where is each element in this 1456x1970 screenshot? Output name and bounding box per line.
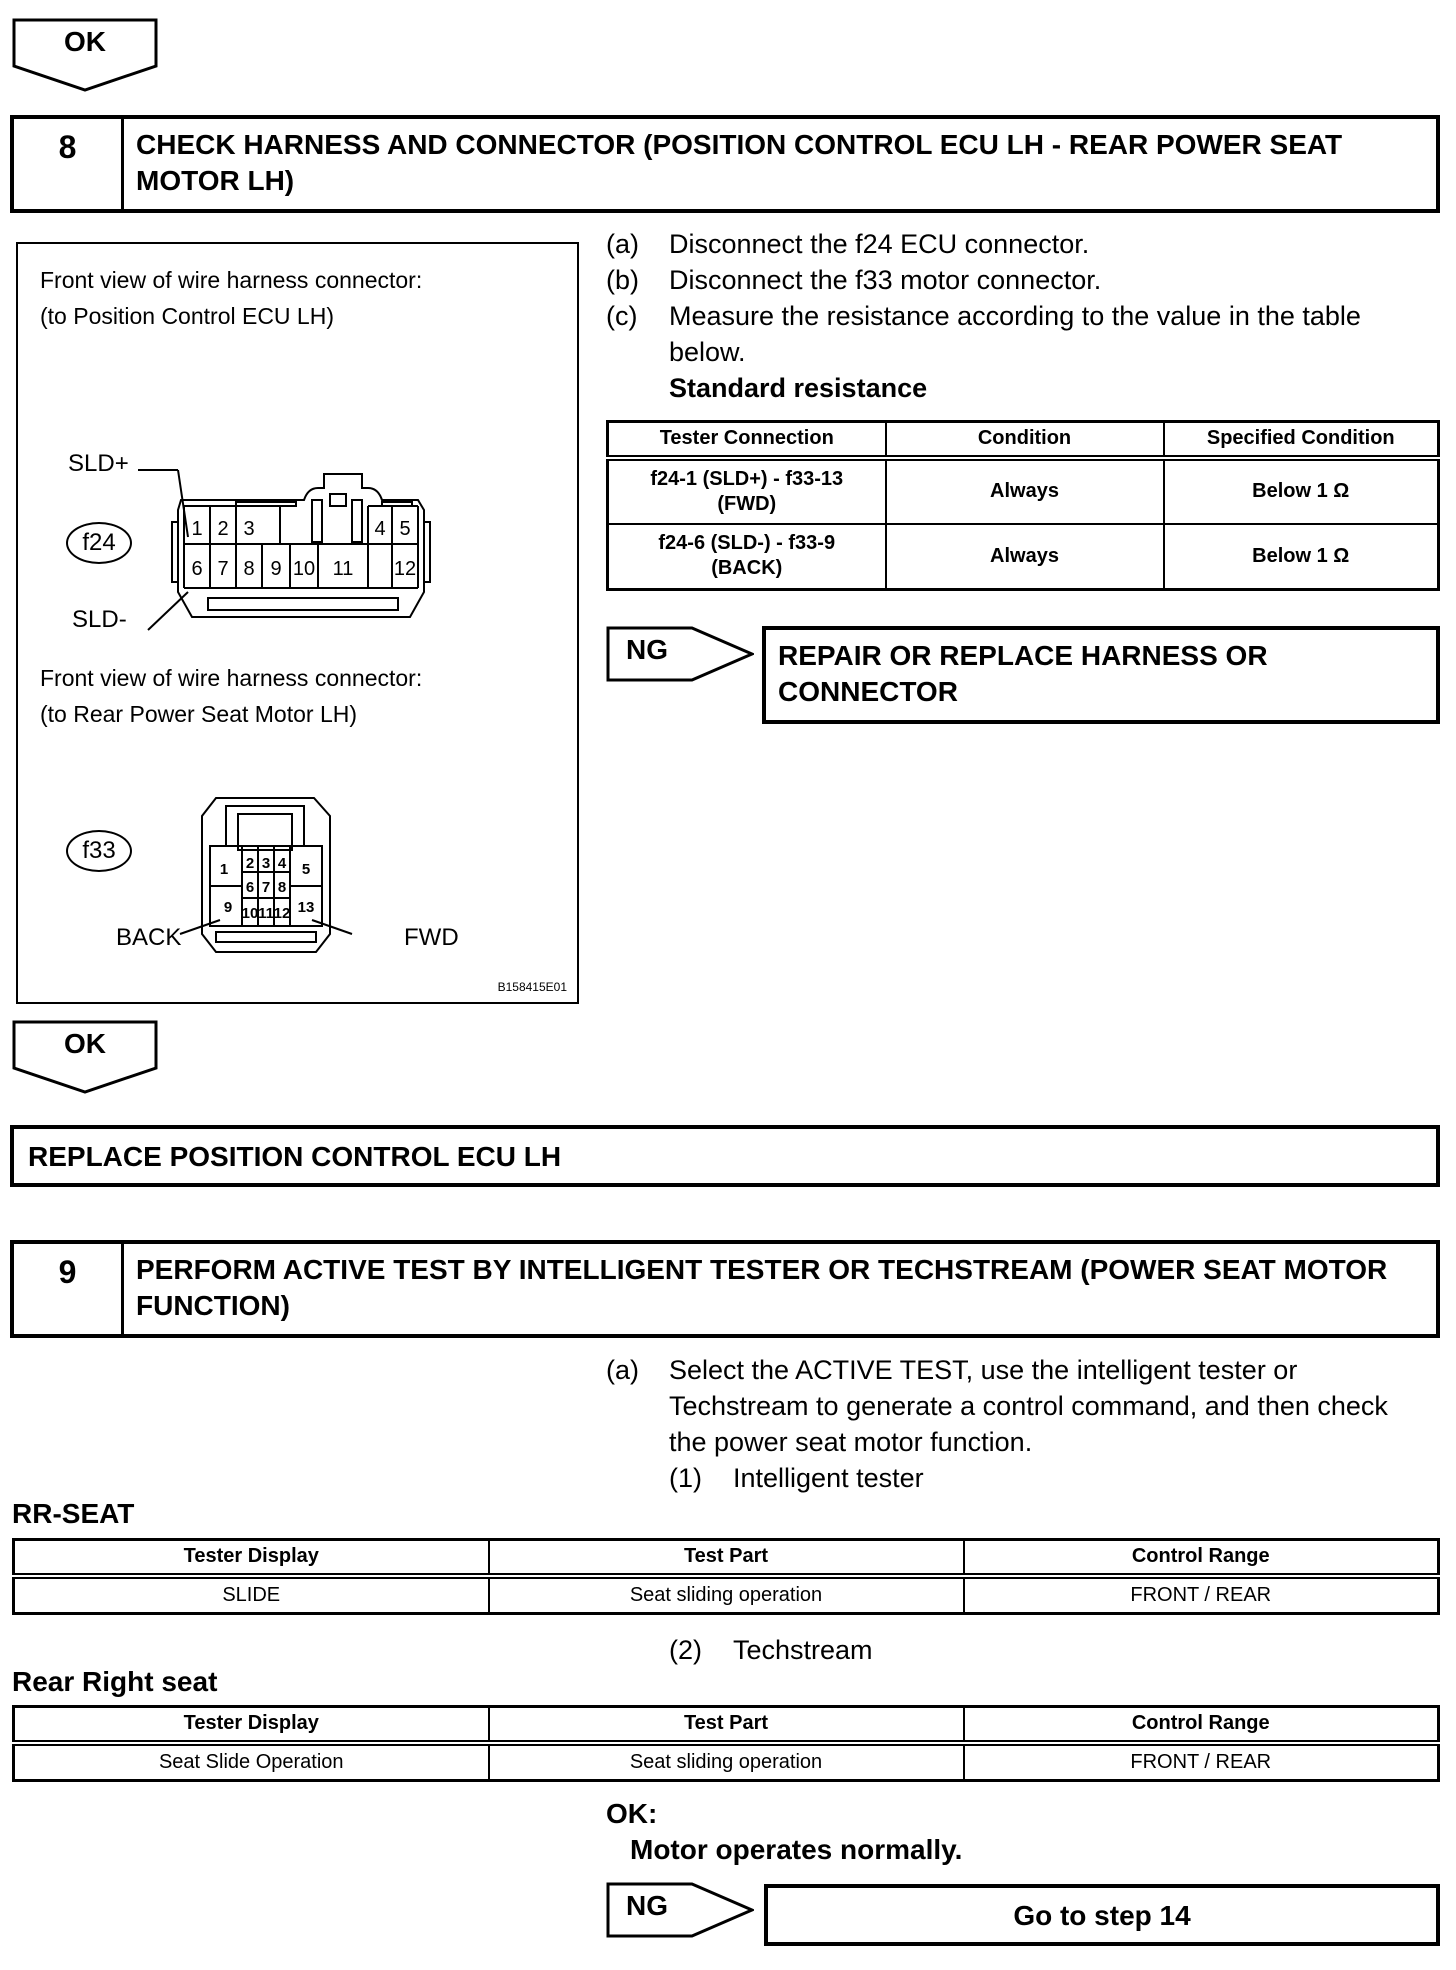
ng-arrow-step8: NG bbox=[606, 626, 754, 682]
svg-text:1: 1 bbox=[219, 861, 229, 878]
pin-label-back: BACK bbox=[116, 924, 182, 951]
svg-text:10: 10 bbox=[292, 558, 316, 580]
instruction-a: (a) Disconnect the f24 ECU connector. bbox=[606, 229, 1090, 259]
svg-text:12: 12 bbox=[273, 905, 291, 922]
svg-text:10: 10 bbox=[241, 905, 259, 922]
ng-arrow-step9: NG bbox=[606, 1882, 754, 1938]
step-title: PERFORM ACTIVE TEST BY INTELLIGENT TESTER OR TECHSTREAM (POWER SEAT MOTOR FUNCTION) bbox=[136, 1254, 1388, 1321]
svg-text:8: 8 bbox=[277, 879, 287, 896]
resistance-table bbox=[606, 420, 1440, 591]
instruction-c: (c) Measure the resistance according to the value in the table below. bbox=[606, 301, 1361, 367]
svg-text:7: 7 bbox=[217, 558, 229, 580]
ok-badge-step8: OK bbox=[12, 1020, 158, 1094]
ng-action-box-step8: REPAIR OR REPLACE HARNESS OR CONNECTOR bbox=[762, 626, 1440, 724]
table-row: Seat Slide Operation Seat sliding operation FRONT / REAR bbox=[14, 1743, 1439, 1781]
step-number: 9 bbox=[14, 1244, 124, 1334]
step-9-header bbox=[10, 1240, 1440, 1338]
table-title-rr-seat: RR-SEAT bbox=[12, 1498, 135, 1529]
svg-text:6: 6 bbox=[245, 879, 255, 896]
svg-text:12: 12 bbox=[393, 558, 417, 580]
ok-criteria-label: OK: bbox=[606, 1798, 658, 1829]
caption-motor-line1: Front view of wire harness connector: bbox=[40, 665, 423, 691]
svg-text:3: 3 bbox=[261, 855, 271, 872]
svg-text:13: 13 bbox=[297, 899, 315, 916]
pin-label-fwd: FWD bbox=[404, 924, 459, 951]
connector-illustration bbox=[16, 242, 579, 1004]
svg-text:1: 1 bbox=[191, 518, 203, 540]
sub-step-techstream: (2) Techstream bbox=[669, 1635, 873, 1665]
svg-text:6: 6 bbox=[191, 558, 203, 580]
svg-text:5: 5 bbox=[301, 861, 311, 878]
active-test-table-techstream: Tester Display Test Part Control Range Seat Slide Operation Seat sliding operation FRONT / REAR bbox=[12, 1705, 1440, 1782]
ok-badge-top bbox=[12, 18, 158, 92]
svg-text:11: 11 bbox=[332, 558, 354, 580]
svg-text:4: 4 bbox=[374, 518, 386, 540]
table-row: f24-1 (SLD+) - f33-13 (FWD) Always Below 1 Ω bbox=[608, 458, 1439, 524]
svg-text:3: 3 bbox=[243, 518, 255, 540]
pin-label-sld-minus: SLD- bbox=[72, 606, 127, 633]
svg-text:9: 9 bbox=[223, 899, 233, 916]
step-8-instructions bbox=[606, 226, 1446, 406]
svg-text:4: 4 bbox=[277, 855, 287, 872]
table-header-row: Tester Connection Condition Specified Condition bbox=[608, 422, 1439, 458]
svg-text:11: 11 bbox=[258, 905, 274, 922]
ok-criteria-text: Motor operates normally. bbox=[630, 1834, 963, 1865]
connector-id-f24: f24 bbox=[66, 522, 132, 564]
svg-text:2: 2 bbox=[217, 518, 229, 540]
caption-ecu-line2: (to Position Control ECU LH) bbox=[40, 303, 334, 329]
active-test-table-intelligent: Tester Display Test Part Control Range SLIDE Seat sliding operation FRONT / REAR bbox=[12, 1538, 1440, 1615]
sub-step-intelligent-tester: (1) Intelligent tester bbox=[669, 1463, 924, 1493]
instruction-b: (b) Disconnect the f33 motor connector. bbox=[606, 265, 1102, 295]
svg-text:2: 2 bbox=[245, 855, 255, 872]
table-title-rear-right-seat: Rear Right seat bbox=[12, 1666, 218, 1697]
pin-label-sld-plus: SLD+ bbox=[68, 450, 129, 477]
svg-text:5: 5 bbox=[399, 518, 411, 540]
go-to-step-14-link[interactable]: Go to step 14 bbox=[764, 1884, 1440, 1946]
ok-label: OK bbox=[64, 26, 106, 57]
caption-motor-line2: (to Rear Power Seat Motor LH) bbox=[40, 701, 358, 727]
caption-ecu-line1: Front view of wire harness connector: bbox=[40, 267, 423, 293]
table-row: f24-6 (SLD-) - f33-9 (BACK) Always Below 1 Ω bbox=[608, 524, 1439, 590]
table-row: SLIDE Seat sliding operation FRONT / REAR bbox=[14, 1576, 1439, 1614]
step-number: 8 bbox=[14, 119, 124, 209]
f33-connector-icon bbox=[176, 794, 386, 964]
f24-connector-icon bbox=[128, 462, 448, 632]
step-9-instruction: (a) Select the ACTIVE TEST, use the intelligent tester or Techstream to generate a control command, and then check the power seat motor function. (1) Intelligent tester bbox=[606, 1352, 1406, 1496]
svg-text:7: 7 bbox=[261, 879, 271, 896]
svg-text:8: 8 bbox=[243, 558, 255, 580]
standard-resistance-label: Standard resistance bbox=[669, 373, 928, 403]
step-title: CHECK HARNESS AND CONNECTOR (POSITION CONTROL ECU LH - REAR POWER SEAT MOTOR LH) bbox=[136, 129, 1343, 196]
replace-ecu-box: REPLACE POSITION CONTROL ECU LH bbox=[10, 1125, 1440, 1187]
figure-code: B158415E01 bbox=[497, 980, 567, 994]
svg-text:9: 9 bbox=[270, 558, 282, 580]
step-8-header bbox=[10, 115, 1440, 213]
connector-id-f33: f33 bbox=[66, 830, 132, 872]
